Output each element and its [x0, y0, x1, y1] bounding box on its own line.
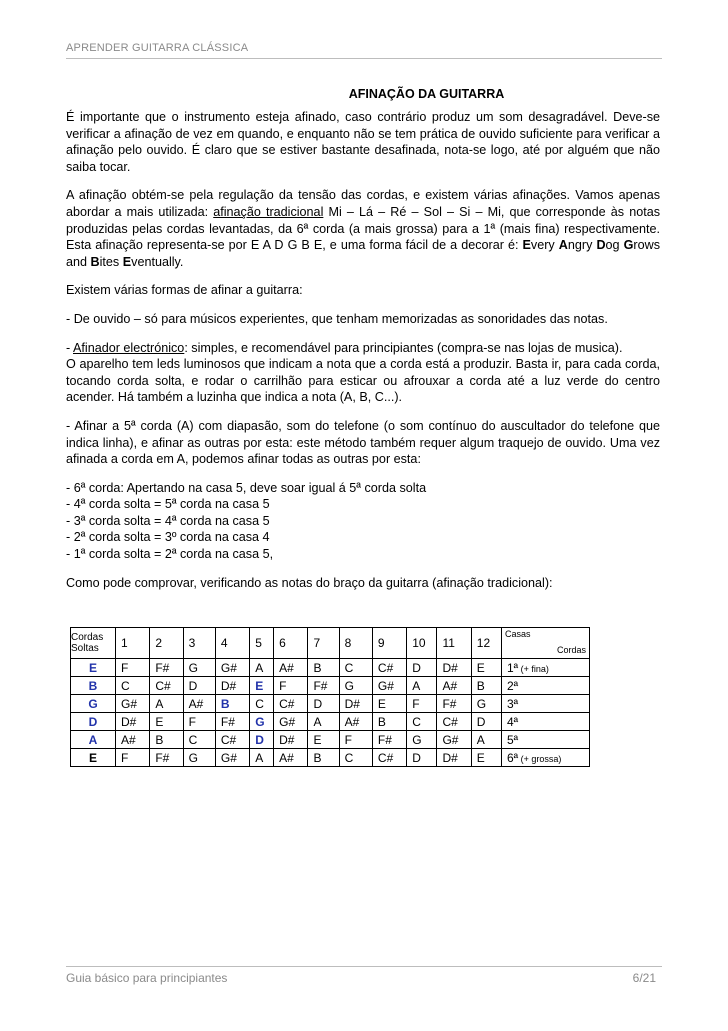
- note-cell: G#: [215, 749, 249, 767]
- note-cell: C: [116, 677, 150, 695]
- note-cell: D#: [274, 731, 308, 749]
- open-string-cell: G: [71, 695, 116, 713]
- string-number-cell: [502, 677, 590, 695]
- text-span: -: [66, 340, 73, 355]
- note-cell: D: [471, 713, 501, 731]
- note-cell: G: [339, 677, 372, 695]
- note-cell: B: [150, 731, 183, 749]
- string-number: 4ª: [507, 714, 519, 729]
- string-number: 1ª: [507, 660, 519, 675]
- fret-header: 9: [372, 628, 406, 659]
- string-number: 5ª: [507, 732, 519, 747]
- note-cell: A: [471, 731, 501, 749]
- paragraph-diapason: - Afinar a 5ª corda (A) com diapasão, som do telefone (o som contínuo do auscultador do telefone que indica linha), e afinar as outras por esta: este método também requer algum traquejo de ouvido. Uma vez afinada a corda em A, podemos afinar todas as outras por esta:: [66, 418, 660, 467]
- note-cell: G: [471, 695, 501, 713]
- note-cell: G#: [437, 731, 471, 749]
- string-number-cell: [502, 749, 590, 767]
- note-cell: F: [407, 695, 437, 713]
- note-cell: A#: [339, 713, 372, 731]
- underlined-term: Afinador electrónico: [73, 340, 185, 355]
- header-text: APRENDER GUITARRA CLÁSSICA: [66, 42, 249, 54]
- list-item: - 2ª corda solta = 3º corda na casa 4: [66, 530, 270, 545]
- note-cell: E: [471, 749, 501, 767]
- string-number: 6ª: [507, 750, 519, 765]
- header-strings-label: Cordas: [556, 645, 586, 655]
- header-frets-strings: [502, 628, 590, 659]
- note-cell: G: [183, 749, 215, 767]
- fret-header: 5: [250, 628, 274, 659]
- note-cell: E: [471, 659, 501, 677]
- note-cell: G: [250, 713, 274, 731]
- string-number-cell: [502, 659, 590, 677]
- table-row: [71, 677, 590, 695]
- open-string-cell: E: [71, 659, 116, 677]
- fret-header: 6: [274, 628, 308, 659]
- mnemonic-letter: G: [623, 238, 634, 253]
- page-title-text: AFINAÇÃO DA GUITARRA: [348, 87, 505, 101]
- note-cell: D#: [437, 659, 471, 677]
- table-row: [71, 695, 590, 713]
- note-cell: C: [339, 749, 372, 767]
- paragraph-tuning: [66, 187, 660, 270]
- note-cell: G: [183, 659, 215, 677]
- fret-header: 11: [437, 628, 471, 659]
- text-span: : simples, e recomendável para principiantes (compra-se nas lojas de musica).: [184, 340, 623, 355]
- string-number: 2ª: [507, 678, 519, 693]
- note-cell: C: [183, 731, 215, 749]
- note-cell: F#: [437, 695, 471, 713]
- note-cell: G#: [372, 677, 406, 695]
- note-cell: A: [250, 659, 274, 677]
- page-title: [66, 87, 662, 101]
- note-cell: B: [308, 749, 339, 767]
- paragraph-tuner: [66, 340, 660, 357]
- note-cell: D#: [437, 749, 471, 767]
- note-cell: F#: [150, 749, 183, 767]
- note-cell: A#: [274, 749, 308, 767]
- note-cell: G#: [274, 713, 308, 731]
- mnemonic-letter: E: [122, 254, 132, 269]
- note-cell: B: [471, 677, 501, 695]
- open-string-cell: B: [71, 677, 116, 695]
- note-cell: F: [116, 749, 150, 767]
- list-item: - 6ª corda: Apertando na casa 5, deve soar igual á 5ª corda solta: [66, 480, 427, 495]
- text-span: og: [605, 238, 624, 253]
- note-cell: C: [339, 659, 372, 677]
- fret-header: 10: [407, 628, 437, 659]
- note-cell: F#: [308, 677, 339, 695]
- note-cell: C#: [274, 695, 308, 713]
- note-cell: C#: [372, 749, 406, 767]
- note-cell: D: [250, 731, 274, 749]
- list-item: - 3ª corda solta = 4ª corda na casa 5: [66, 513, 270, 528]
- open-string-cell: A: [71, 731, 116, 749]
- note-cell: A: [407, 677, 437, 695]
- text-span: Mi – Lá – Ré – Sol – Si – Mi, que corresponde às notas produzidas pelas cordas levantadas, da 6ª corda (a mais grossa) para a 1ª (mais fina) respectivamente. Esta afinação representa-se por E A D G B E, e uma forma fácil de a decorar é:: [66, 204, 661, 253]
- note-cell: A#: [437, 677, 471, 695]
- note-cell: B: [308, 659, 339, 677]
- note-cell: F#: [215, 713, 249, 731]
- header-open-strings: [71, 628, 116, 659]
- note-cell: D#: [215, 677, 249, 695]
- note-cell: A#: [183, 695, 215, 713]
- header-open-strings-line2: Soltas: [71, 643, 99, 654]
- note-cell: F#: [372, 731, 406, 749]
- note-cell: C: [250, 695, 274, 713]
- note-cell: C: [407, 713, 437, 731]
- mnemonic-letter: A: [558, 238, 568, 253]
- main-content: [66, 109, 660, 603]
- note-cell: D: [183, 677, 215, 695]
- table-row: [71, 713, 590, 731]
- text-span: ventually.: [131, 254, 184, 269]
- table-row: [71, 749, 590, 767]
- string-thickness-note: (+ fina): [518, 663, 549, 674]
- note-cell: E: [150, 713, 183, 731]
- paragraph-intro: É importante que o instrumento esteja afinado, caso contrário produz um som desagradável. Deve-se verificar a afinação de vez em quando, e enquanto não se tem prática de ouvido suficiente para verificar a afinação pelo ouvido. É claro que se estiver bastante desafinada, nota-se logo, até por alguém que não saiba tocar.: [66, 110, 660, 174]
- note-cell: C#: [437, 713, 471, 731]
- running-header: [66, 42, 662, 59]
- fret-header: 7: [308, 628, 339, 659]
- note-cell: B: [215, 695, 249, 713]
- header-frets-label: Casas: [505, 629, 531, 639]
- tuning-steps-list: [66, 480, 660, 563]
- mnemonic-letter: B: [90, 254, 100, 269]
- mnemonic-letter: E: [522, 238, 531, 253]
- note-cell: F: [339, 731, 372, 749]
- note-cell: F: [274, 677, 308, 695]
- text-span: very: [530, 238, 559, 253]
- paragraph-ear: - De ouvido – só para músicos experientes, que tenham memorizadas as sonoridades das notas.: [66, 311, 608, 326]
- page-number: 6/21: [632, 971, 656, 985]
- note-cell: B: [372, 713, 406, 731]
- note-cell: C#: [150, 677, 183, 695]
- note-cell: A: [308, 713, 339, 731]
- table-row: [71, 659, 590, 677]
- fret-header: 8: [339, 628, 372, 659]
- note-cell: A: [250, 749, 274, 767]
- underlined-term: afinação tradicional: [213, 204, 324, 219]
- text-span: ites: [99, 254, 123, 269]
- list-item: - 1ª corda solta = 2ª corda na casa 5,: [66, 547, 274, 562]
- string-number: 3ª: [507, 696, 519, 711]
- note-cell: G#: [116, 695, 150, 713]
- string-thickness-note: (+ grossa): [518, 753, 562, 764]
- note-cell: G#: [215, 659, 249, 677]
- string-number-cell: [502, 713, 590, 731]
- note-cell: F#: [150, 659, 183, 677]
- mnemonic-letter: D: [596, 238, 606, 253]
- note-cell: G: [407, 731, 437, 749]
- note-cell: C#: [372, 659, 406, 677]
- note-cell: D: [308, 695, 339, 713]
- note-cell: E: [250, 677, 274, 695]
- note-cell: C#: [215, 731, 249, 749]
- paragraph-methods: Existem várias formas de afinar a guitarra:: [66, 283, 303, 298]
- note-cell: F: [116, 659, 150, 677]
- fretboard-table: [70, 627, 590, 767]
- note-cell: E: [308, 731, 339, 749]
- list-item: - 4ª corda solta = 5ª corda na casa 5: [66, 497, 270, 512]
- open-string-cell: D: [71, 713, 116, 731]
- note-cell: D: [407, 749, 437, 767]
- note-cell: D: [407, 659, 437, 677]
- text-span: ngry: [567, 238, 597, 253]
- open-string-cell: E: [71, 749, 116, 767]
- note-cell: A: [150, 695, 183, 713]
- paragraph-tuner-detail: O aparelho tem leds luminosos que indicam a nota que a corda está a produzir. Basta ir, para cada corda, tocando corda solta, e rodar o carrilhão para esticar ou afrouxar a corda até a luz verde do centro acender. Há também a luzinha que indica a nota (A, B, C...).: [66, 357, 660, 405]
- footer-title: Guia básico para principiantes: [66, 971, 228, 985]
- fret-header: 3: [183, 628, 215, 659]
- note-cell: A#: [116, 731, 150, 749]
- paragraph-verify: Como pode comprovar, verificando as notas do braço da guitarra (afinação tradicional):: [66, 575, 553, 590]
- fret-header: 2: [150, 628, 183, 659]
- note-cell: D#: [339, 695, 372, 713]
- text-span: rows and: [66, 238, 660, 269]
- table-header-row: [71, 628, 590, 659]
- header-open-strings-line1: Cordas: [71, 632, 104, 643]
- table-body: [71, 659, 590, 767]
- text-span: A afinação obtém-se pela regulação da tensão das cordas, e existem várias afinações. Vamos apenas abordar a mais utilizada:: [66, 188, 660, 219]
- note-cell: F: [183, 713, 215, 731]
- fret-header: 4: [215, 628, 249, 659]
- fret-header: 12: [471, 628, 501, 659]
- table-row: [71, 731, 590, 749]
- string-number-cell: [502, 695, 590, 713]
- note-cell: A#: [274, 659, 308, 677]
- note-cell: E: [372, 695, 406, 713]
- page-footer: [66, 966, 662, 985]
- note-cell: D#: [116, 713, 150, 731]
- fret-header: 1: [116, 628, 150, 659]
- string-number-cell: [502, 731, 590, 749]
